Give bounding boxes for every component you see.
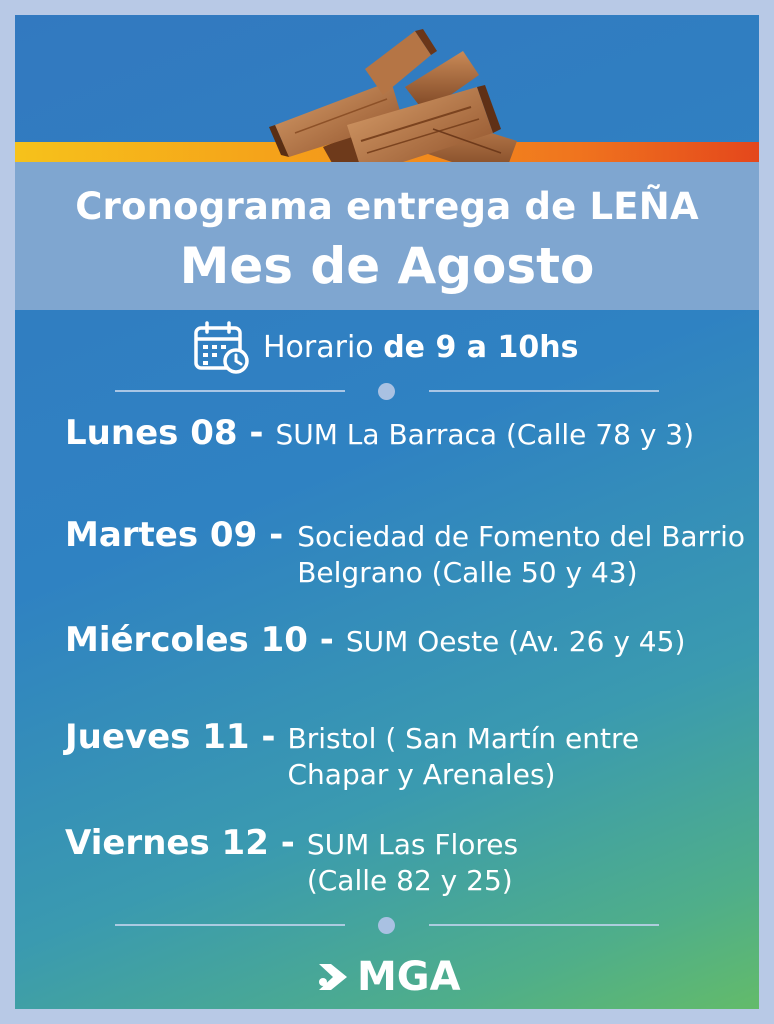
poster-title: Cronograma entrega de LEÑA [75,185,699,228]
schedule-location: SUM Oeste (Av. 26 y 45) [345,625,686,658]
poster-card [15,15,759,1009]
schedule-item-lunes [65,413,694,453]
divider-top [115,383,659,399]
schedule-location: Bristol ( San Martín entre Chapar y Arenales) [287,722,640,791]
schedule-item-martes [65,515,745,591]
schedule-day: Viernes 12 - [65,823,295,863]
mga-arrow-icon [317,960,353,994]
schedule-item-miercoles [65,620,685,660]
schedule-item-viernes [65,823,518,899]
schedule-location: SUM Las Flores (Calle 82 y 25) [306,828,519,897]
schedule-day: Martes 09 - [65,515,284,555]
schedule-day: Jueves 11 - [65,717,276,757]
schedule-location: Sociedad de Fomento del Barrio Belgrano (Calle 50 y 43) [297,520,745,589]
mga-logo [317,955,461,999]
schedule-day: Miércoles 10 - [65,620,334,660]
divider-bottom [115,917,659,933]
hours-text [263,330,578,365]
logo-text: MGA [357,954,461,1000]
schedule-item-jueves [65,717,639,793]
hours-value: de 9 a 10hs [383,329,579,365]
schedule-day: Lunes 08 - [65,413,264,453]
schedule-location: SUM La Barraca (Calle 78 y 3) [275,418,695,451]
poster-subtitle: Mes de Agosto [179,237,595,295]
calendar-clock-icon [193,320,249,374]
hours-label: Horario [263,329,374,365]
hours-row [193,317,578,377]
